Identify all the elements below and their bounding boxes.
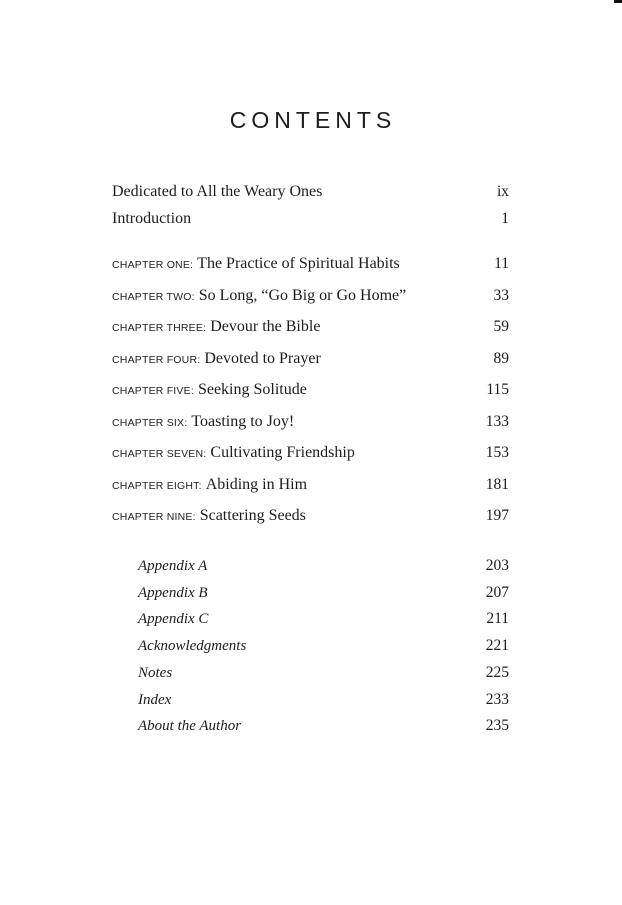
entry-page-number: 221 — [485, 637, 509, 655]
chapter-title: Devoted to Prayer — [204, 349, 321, 367]
entry-page-number: ix — [496, 183, 509, 200]
toc-entry-chapter-one — [112, 249, 509, 281]
scan-artifact-mark — [614, 0, 622, 3]
chapter-prefix: CHAPTER SEVEN: — [112, 448, 207, 460]
entry-title — [112, 470, 307, 502]
entry-title — [112, 249, 400, 281]
chapter-title: So Long, “Go Big or Go Home” — [198, 286, 407, 304]
entry-title — [112, 375, 307, 407]
entry-page-number: 197 — [485, 507, 509, 524]
entry-page-number: 89 — [493, 349, 509, 367]
entry-title — [112, 281, 406, 313]
toc-entry-about-the-author — [138, 713, 509, 740]
toc-entry-chapter-eight — [112, 470, 509, 502]
chapter-title: Abiding in Him — [205, 475, 308, 493]
entry-title — [112, 438, 355, 470]
entry-page-number: 207 — [485, 583, 509, 601]
entry-page-number: 181 — [485, 475, 509, 493]
chapter-prefix: CHAPTER NINE: — [112, 511, 196, 523]
chapter-title: Cultivating Friendship — [210, 444, 355, 461]
toc-entry-chapter-five — [112, 375, 509, 407]
entry-page-number: 211 — [486, 610, 509, 628]
chapter-list — [112, 249, 509, 533]
toc-entry-index — [138, 687, 509, 714]
entry-title: Dedicated to All the Weary Ones — [112, 183, 323, 200]
page-title: CONTENTS — [229, 107, 397, 133]
entry-title: Appendix B — [138, 584, 208, 601]
entry-page-number: 59 — [493, 318, 509, 335]
entry-title: About the Author — [138, 718, 242, 735]
chapter-prefix: CHAPTER EIGHT: — [112, 479, 202, 492]
entry-title: Notes — [138, 664, 173, 681]
entry-title: Index — [138, 691, 172, 708]
toc-entry-appendix-a — [138, 553, 509, 580]
entry-page-number: 153 — [485, 444, 509, 461]
entry-title: Acknowledgments — [138, 638, 247, 655]
chapter-title: Toasting to Joy! — [191, 412, 295, 430]
front-matter-list — [112, 178, 509, 232]
chapter-prefix: CHAPTER FOUR: — [112, 353, 201, 366]
toc-entry-introduction — [112, 205, 509, 232]
entry-title — [112, 501, 306, 533]
entry-page-number: 233 — [485, 690, 509, 708]
entry-title: Appendix C — [138, 611, 209, 628]
chapter-prefix: CHAPTER THREE: — [112, 322, 207, 334]
toc-entry-chapter-two — [112, 281, 509, 313]
entry-page-number: 225 — [485, 663, 509, 681]
toc-entry-appendix-b — [138, 580, 509, 607]
entry-page-number: 203 — [485, 557, 509, 574]
entry-title: Introduction — [112, 210, 192, 227]
entry-title — [112, 407, 294, 439]
entry-page-number: 115 — [486, 381, 509, 398]
entry-page-number: 235 — [485, 717, 509, 735]
chapter-prefix: CHAPTER SIX: — [112, 416, 188, 429]
entry-page-number: 1 — [501, 210, 509, 227]
chapter-title: The Practice of Spiritual Habits — [197, 255, 400, 272]
chapter-title: Seeking Solitude — [197, 381, 307, 398]
toc-entry-chapter-four — [112, 344, 509, 376]
entry-page-number: 11 — [494, 255, 509, 272]
entry-page-number: 133 — [485, 412, 509, 430]
entry-title: Appendix A — [138, 558, 208, 574]
back-matter-list — [138, 553, 509, 740]
chapter-title: Scattering Seeds — [199, 507, 306, 524]
chapter-prefix: CHAPTER ONE: — [112, 259, 194, 271]
toc-entry-chapter-seven — [112, 438, 509, 470]
toc-entry-dedication — [112, 178, 509, 205]
chapter-title: Devour the Bible — [210, 318, 321, 335]
toc-entry-appendix-c — [138, 606, 509, 633]
entry-page-number: 33 — [493, 286, 509, 304]
toc-entry-chapter-six — [112, 407, 509, 439]
chapter-prefix: CHAPTER TWO: — [112, 290, 195, 303]
toc-entry-notes — [138, 660, 509, 687]
toc-entry-acknowledgments — [138, 633, 509, 660]
toc-entry-chapter-three — [112, 312, 509, 344]
chapter-prefix: CHAPTER FIVE: — [112, 385, 194, 397]
toc-entry-chapter-nine — [112, 501, 509, 533]
entry-title — [112, 312, 320, 344]
entry-title — [112, 344, 321, 376]
